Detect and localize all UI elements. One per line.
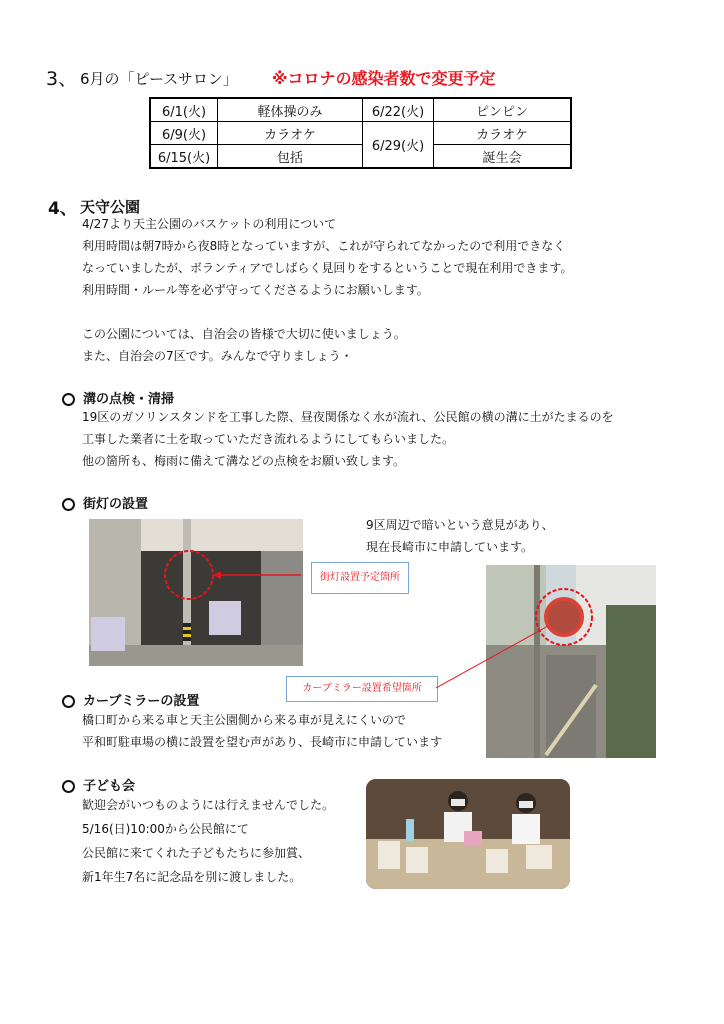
section-4-line: 利用時間・ルール等を必ず守ってくださるようにお願いします。	[82, 283, 429, 297]
ditch-line: 他の箇所も、梅雨に備えて溝などの点検をお願い致します。	[82, 454, 406, 468]
circle-bullet-icon	[62, 393, 75, 406]
streetlight-photo	[89, 519, 303, 666]
schedule-event: 軽体操のみ	[218, 98, 363, 122]
kids-photo-art	[366, 779, 570, 889]
curve-mirror-callout: カーブミラー設置希望箇所	[286, 676, 438, 702]
curve-mirror-title: カーブミラーの設置	[83, 694, 200, 709]
curve-mirror-line: 橋口町から来る車と天主公園側から来る車が見えにくいので	[82, 713, 407, 727]
section-4-line: なっていましたが、ボランティアでしばらく見回りをするということで現在利用できます。	[82, 261, 573, 275]
kids-photo	[366, 779, 570, 889]
circle-bullet-icon	[62, 498, 75, 511]
section-4-line: この公園については、自治会の皆様で大切に使いましょう。	[82, 327, 406, 341]
schedule-date: 6/22(火)	[363, 98, 434, 122]
streetlight-line: 9区周辺で暗いという意見があり、	[366, 518, 554, 532]
table-row	[150, 145, 571, 169]
kids-line: 新1年生7名に記念品を別に渡しました。	[82, 870, 302, 884]
streetlight-callout: 街灯設置予定箇所	[311, 562, 409, 594]
section-4-number: 4、	[48, 199, 77, 219]
curve-mirror-pointer	[436, 620, 556, 700]
section-3-title: 6月の「ピースサロン」	[80, 70, 238, 88]
table-row	[150, 122, 571, 145]
curve-mirror-line: 平和町駐車場の横に設置を望む声があり、長崎市に申請しています	[82, 735, 443, 749]
schedule-date: 6/1(火)	[150, 98, 218, 122]
section-4-line: また、自治会の7区です。みんなで守りましょう・	[82, 349, 353, 363]
schedule-date: 6/15(火)	[150, 145, 218, 169]
kids-line: 歓迎会がいつものようには行えませんでした。	[82, 798, 335, 812]
section-3-note: ※コロナの感染者数で変更予定	[272, 69, 496, 88]
ditch-line: 19区のガソリンスタンドを工事した際、昼夜関係なく水が流れ、公民館の横の溝に土がたまるのを	[82, 410, 614, 424]
section-4-title: 天守公園	[80, 198, 141, 216]
ditch-line: 工事した業者に土を取っていただき流れるようにしてもらいました。	[82, 432, 455, 446]
schedule-event: ピンピン	[434, 98, 572, 122]
streetlight-photo-art	[89, 519, 303, 666]
kids-heading	[62, 775, 135, 794]
schedule-event: 誕生会	[434, 145, 572, 169]
schedule-date: 6/29(火)	[363, 122, 434, 169]
circle-bullet-icon	[62, 695, 75, 708]
section-4-line: 利用時間は朝7時から夜8時となっていますが、これが守られてなかったので利用できなく	[82, 239, 566, 253]
schedule-event: カラオケ	[434, 122, 572, 145]
streetlight-title: 街灯の設置	[83, 497, 149, 512]
schedule-event: カラオケ	[218, 122, 363, 145]
ditch-title: 溝の点検・清掃	[83, 392, 175, 407]
kids-line: 公民館に来てくれた子どもたちに参加賞、	[82, 846, 311, 860]
section-4-line: 4/27より天主公園のバスケットの利用について	[82, 217, 337, 231]
circle-bullet-icon	[62, 780, 75, 793]
ditch-heading	[62, 388, 174, 407]
schedule-table	[149, 97, 572, 169]
kids-title: 子ども会	[83, 779, 136, 794]
schedule-event: 包括	[218, 145, 363, 169]
curve-mirror-heading	[62, 690, 199, 709]
kids-line: 5/16(日)10:00から公民館にて	[82, 822, 249, 836]
section-3-number: 3、	[46, 68, 78, 90]
streetlight-line: 現在長崎市に申請しています。	[366, 540, 534, 554]
streetlight-heading	[62, 493, 148, 512]
schedule-date: 6/9(火)	[150, 122, 218, 145]
table-row	[150, 98, 571, 122]
